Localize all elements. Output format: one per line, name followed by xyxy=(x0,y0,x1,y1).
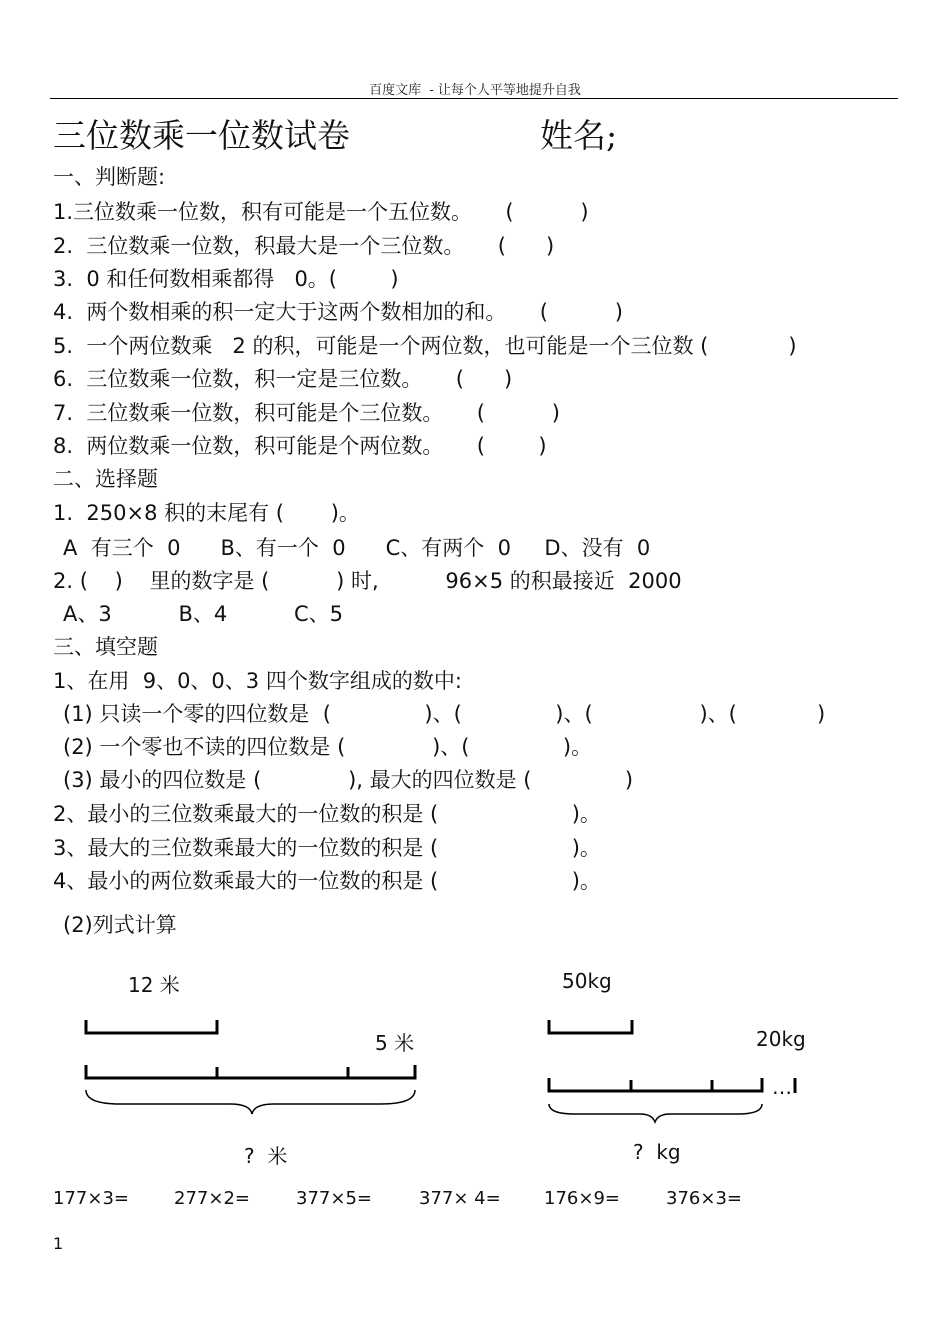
judge-item-7: 7. 三位数乘一位数，积可能是个三位数。 ( ) xyxy=(53,401,560,425)
page-header: 百度文库 - 让每个人平等地提升自我 xyxy=(369,83,581,98)
fill-q1: 1、在用 9、0、0、3 四个数字组成的数中: xyxy=(53,669,462,693)
section1-heading: 一、判断题: xyxy=(53,165,166,189)
fill-q2: 2、最小的三位数乘最大的一位数的积是 ( )。 xyxy=(53,802,601,826)
calc-item-2: 277×2= xyxy=(174,1188,250,1209)
calc-item-1: 177×3= xyxy=(53,1188,129,1209)
section2-heading: 二、选择题 xyxy=(53,467,158,491)
judge-item-4: 4. 两个数相乘的积一定大于这两个数相加的和。 ( ) xyxy=(53,300,623,324)
left-top-label: 12 米 xyxy=(128,973,180,997)
page-number: 1 xyxy=(53,1234,64,1253)
fill-q1-sub3: (3) 最小的四位数是 ( ), 最大的四位数是 ( ) xyxy=(63,768,634,792)
judge-item-5: 5. 一个两位数乘 2 的积，可能是一个两位数，也可能是一个三位数 ( ) xyxy=(53,334,797,358)
choice-q2-options: A、3 B、4 C、5 xyxy=(63,602,344,626)
left-question-label: ? 米 xyxy=(244,1144,288,1168)
right-short-segment xyxy=(549,1020,632,1033)
section4-heading: (2)列式计算 xyxy=(63,913,177,937)
right-long-segment xyxy=(549,1078,762,1091)
right-ellipsis: … xyxy=(772,1075,792,1099)
fill-q4: 4、最小的两位数乘最大的一位数的积是 ( )。 xyxy=(53,869,601,893)
right-brace xyxy=(549,1104,762,1122)
left-diagram xyxy=(86,1020,415,1114)
judge-item-8: 8. 两位数乘一位数，积可能是个两位数。 ( ) xyxy=(53,434,547,458)
choice-q1-options: A 有三个 0 B、有一个 0 C、有两个 0 D、没有 0 xyxy=(63,536,651,560)
fill-q3: 3、最大的三位数乘最大的一位数的积是 ( )。 xyxy=(53,836,601,860)
left-side-label: 5 米 xyxy=(375,1031,415,1055)
section3-heading: 三、填空题 xyxy=(53,635,158,659)
right-top-label: 50kg xyxy=(562,969,612,993)
calc-item-4: 377× 4= xyxy=(419,1188,501,1209)
name-label: 姓名; xyxy=(540,116,618,155)
left-long-segment xyxy=(86,1065,415,1078)
judge-item-1: 1.三位数乘一位数，积有可能是一个五位数。 ( ) xyxy=(53,200,589,224)
left-short-segment xyxy=(86,1020,217,1033)
judge-item-6: 6. 三位数乘一位数，积一定是三位数。 ( ) xyxy=(53,367,513,391)
left-brace xyxy=(86,1090,415,1114)
page-title: 三位数乘一位数试卷 xyxy=(53,116,350,155)
right-side-label: 20kg xyxy=(756,1027,806,1051)
choice-q1: 1. 250×8 积的末尾有 ( )。 xyxy=(53,501,360,525)
judge-item-2: 2. 三位数乘一位数，积最大是一个三位数。 ( ) xyxy=(53,234,555,258)
calc-item-6: 376×3= xyxy=(666,1188,742,1209)
fill-q1-sub1: (1) 只读一个零的四位数是 ( )、( )、( )、( ) xyxy=(63,702,826,726)
right-question-label: ? kg xyxy=(633,1140,681,1164)
calc-item-5: 176×9= xyxy=(544,1188,620,1209)
fill-q1-sub2: (2) 一个零也不读的四位数是 ( )、( )。 xyxy=(63,735,593,759)
judge-item-3: 3. 0 和任何数相乘都得 0。( ) xyxy=(53,267,399,291)
calc-item-3: 377×5= xyxy=(296,1188,372,1209)
choice-q2: 2. ( ) 里的数字是 ( ) 时, 96×5 的积最接近 2000 xyxy=(53,569,682,593)
